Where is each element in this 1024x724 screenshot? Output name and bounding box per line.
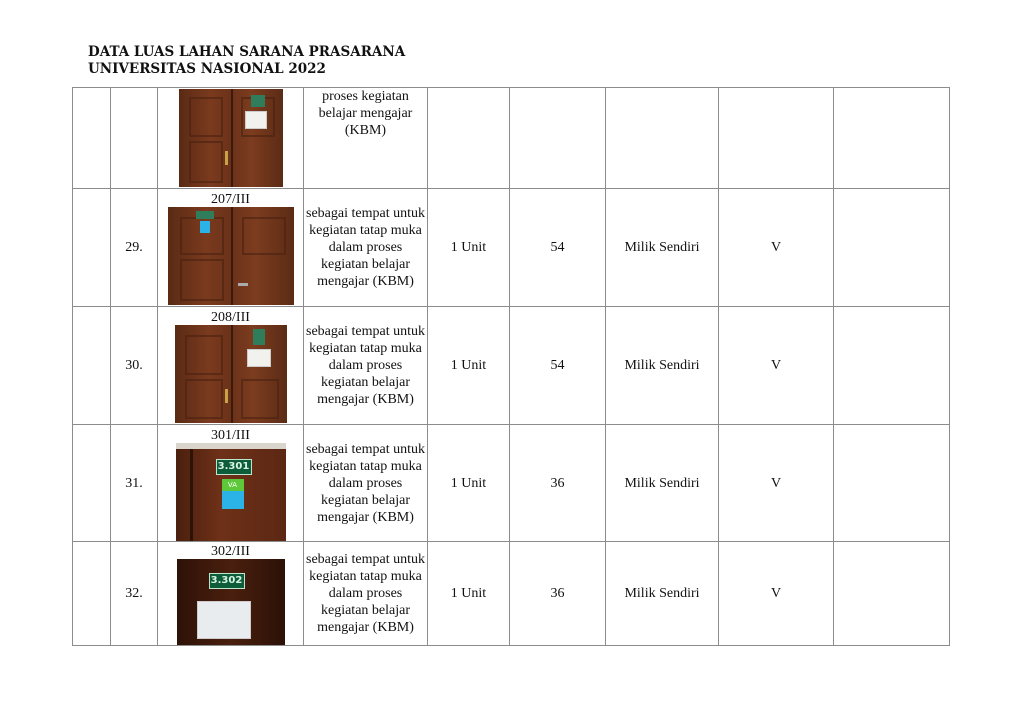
cell-ownership: Milik Sendiri [606,189,719,307]
title-line-1: DATA LUAS LAHAN SARANA PRASARANA [88,44,406,60]
cell-area: 36 [510,425,606,542]
cell-area: 54 [510,189,606,307]
room-label: 301/III [211,427,250,443]
cell-qty: 1 Unit [428,425,510,542]
cell-empty [73,307,111,425]
cell-description: sebagai tempat untuk kegiatan tatap muka dalam proses kegiatan belajar mengajar (KBM) [304,307,428,425]
cell-empty [73,542,111,646]
title-line-2: UNIVERSITAS NASIONAL 2022 [88,61,326,77]
cell-ownership: Milik Sendiri [606,307,719,425]
cell-description: sebagai tempat untuk kegiatan tatap muka dalam proses kegiatan belajar mengajar (KBM) [304,542,428,646]
cell-qty: 1 Unit [428,542,510,646]
cell-notes [834,542,950,646]
cell-notes [834,425,950,542]
cell-qty: 1 Unit [428,307,510,425]
door-photo [168,207,294,305]
facilities-table [72,87,950,646]
cell-notes [834,189,950,307]
cell-empty [73,189,111,307]
cell-area: 54 [510,307,606,425]
cell-number: 30. [111,307,158,425]
cell-check: V [719,425,834,542]
table-row [73,542,950,646]
cell-ownership: Milik Sendiri [606,425,719,542]
table-row [73,189,950,307]
table-row [73,88,950,189]
cell-photo [158,307,304,425]
cell-empty [73,425,111,542]
door-photo [179,89,283,187]
room-label: 207/III [211,192,250,207]
cell-description: proses kegiatan belajar mengajar (KBM) [304,88,428,189]
cell-area: 36 [510,542,606,646]
cell-notes [834,307,950,425]
cell-notes [834,88,950,189]
cell-area [510,88,606,189]
cell-description: sebagai tempat untuk kegiatan tatap muka dalam proses kegiatan belajar mengajar (KBM) [304,189,428,307]
cell-check: V [719,307,834,425]
table-row [73,307,950,425]
room-number-sign: 3.302 [209,573,245,589]
door-photo [177,559,285,645]
cell-photo [158,189,304,307]
cell-number: 29. [111,189,158,307]
room-label: 208/III [211,310,250,325]
cell-ownership [606,88,719,189]
cell-check: V [719,189,834,307]
cell-qty [428,88,510,189]
cell-check [719,88,834,189]
cell-check: V [719,542,834,646]
cell-description: sebagai tempat untuk kegiatan tatap muka dalam proses kegiatan belajar mengajar (KBM) [304,425,428,542]
cell-photo [158,425,304,542]
document-title [88,44,405,78]
cell-empty [73,88,111,189]
cell-photo [158,542,304,646]
table-row [73,425,950,542]
room-label: 302/III [211,544,250,559]
cell-qty: 1 Unit [428,189,510,307]
cell-ownership: Milik Sendiri [606,542,719,646]
door-photo [175,325,287,423]
cell-number [111,88,158,189]
room-number-sign: 3.301 [216,459,252,475]
door-photo: 3.301 VA [176,443,286,541]
cell-number: 31. [111,425,158,542]
cell-number: 32. [111,542,158,646]
cell-photo [158,88,304,189]
